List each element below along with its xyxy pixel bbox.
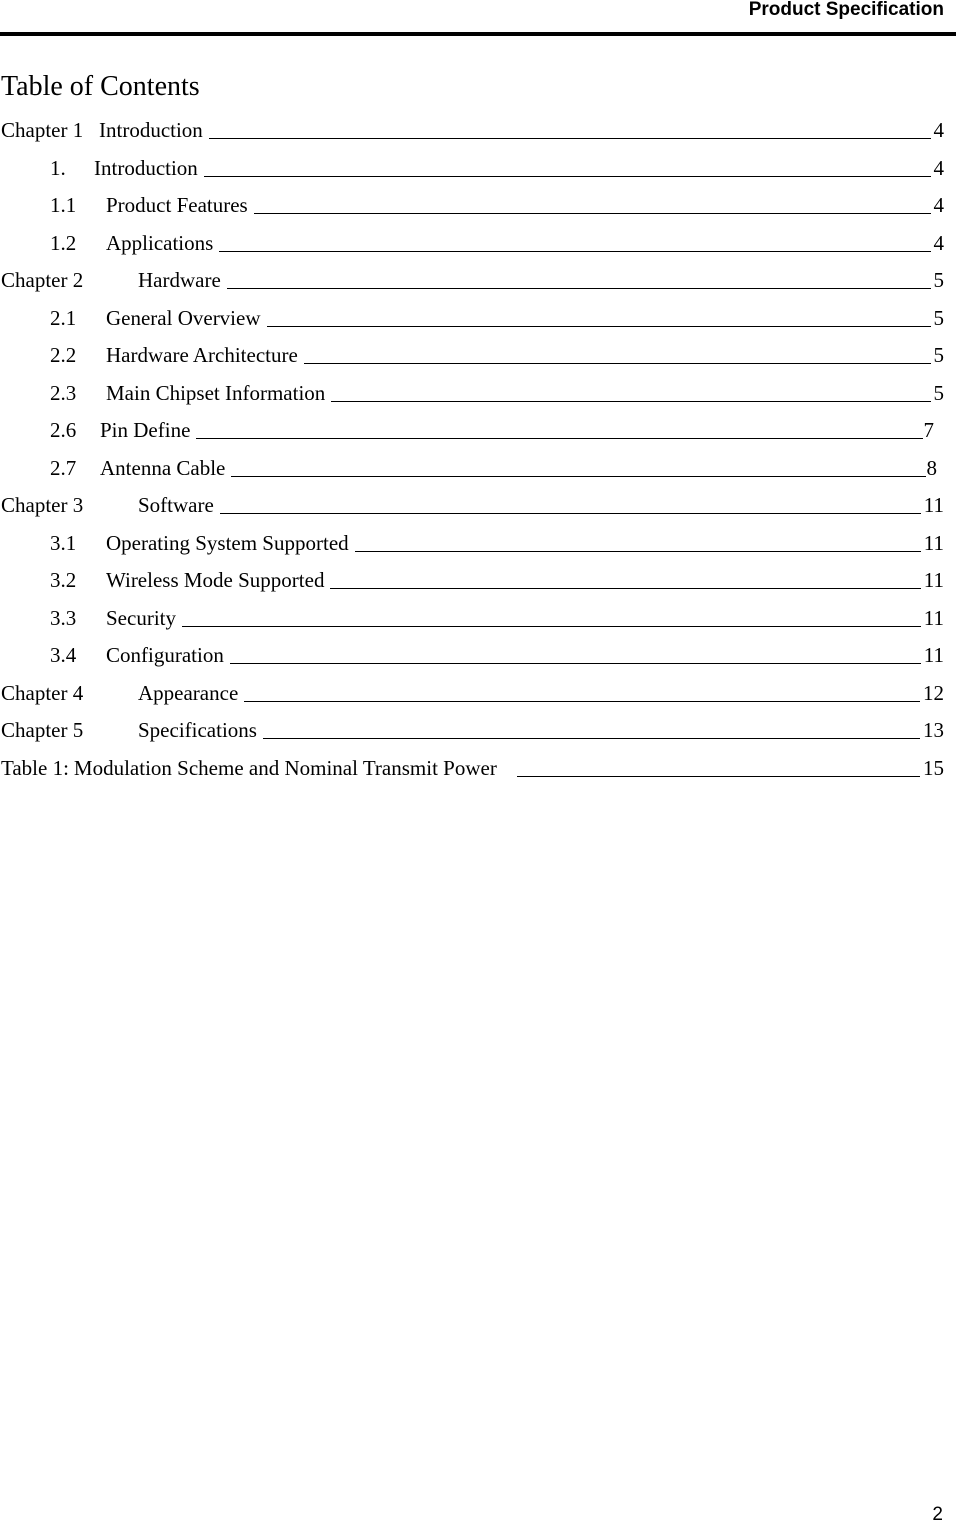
toc-entry-number: 2.7 — [50, 455, 77, 480]
toc-entry-3-4[interactable] — [0, 641, 944, 679]
toc-entry-1-2[interactable] — [0, 229, 944, 267]
toc-entry-page: 4 — [933, 193, 944, 217]
toc-leader-line — [231, 454, 925, 477]
toc-entry-title: Antenna Cable — [100, 455, 226, 480]
toc-entry-page: 7 — [923, 418, 934, 442]
toc-entry-title: Software — [138, 493, 214, 517]
toc-entry-page: 4 — [933, 155, 944, 180]
toc-entry-title: Specifications — [138, 718, 257, 742]
toc-entry-title: Introduction — [99, 118, 203, 142]
toc-entry-page: 8 — [926, 455, 937, 480]
page-header — [0, 0, 956, 36]
toc-entry-1[interactable] — [0, 154, 944, 192]
toc-entry-page: 5 — [933, 380, 944, 405]
toc-entry-page: 4 — [933, 230, 944, 255]
toc-entry-chapter-5[interactable] — [0, 716, 944, 754]
toc-entry-number: Chapter 1 — [1, 118, 84, 142]
toc-entry-chapter-4[interactable] — [0, 679, 944, 717]
toc-entry-1-1[interactable] — [0, 191, 944, 229]
toc-leader-line — [220, 491, 921, 514]
toc-leader-line — [263, 716, 920, 739]
toc-leader-line — [230, 641, 921, 664]
toc-entry-number: Chapter 4 — [1, 680, 84, 705]
toc-entry-page: 11 — [923, 643, 944, 667]
toc-entry-title: Product Features — [106, 193, 248, 217]
toc-entry-title: Introduction — [94, 155, 198, 180]
toc-entry-title: Wireless Mode Supported — [106, 568, 325, 592]
toc-entry-number: 1.1 — [50, 193, 77, 217]
toc-entry-number: 3.3 — [50, 605, 77, 630]
toc-entry-page: 11 — [923, 530, 944, 555]
toc-entry-number: 1. — [50, 155, 66, 180]
toc-entry-2-2[interactable] — [0, 341, 944, 379]
toc-entry-2-6[interactable] — [0, 416, 944, 454]
toc-entry-number: 2.6 — [50, 418, 77, 442]
toc-leader-line — [304, 341, 931, 364]
toc-entry-2-1[interactable] — [0, 304, 944, 342]
toc-entry-chapter-3[interactable] — [0, 491, 944, 529]
toc-entry-number: 3.4 — [50, 643, 77, 667]
toc-entry-table-1[interactable] — [0, 754, 944, 792]
toc-leader-line — [182, 604, 921, 627]
toc-entry-number: Chapter 3 — [1, 493, 84, 517]
toc-entry-title: Pin Define — [100, 418, 191, 442]
toc-entry-page: 5 — [933, 268, 944, 292]
toc-entry-title: Security — [106, 605, 176, 630]
toc-entry-page: 11 — [923, 493, 944, 517]
toc-entry-title: Hardware Architecture — [106, 343, 298, 367]
toc-leader-line — [244, 679, 920, 702]
toc-entry-title: Configuration — [106, 643, 224, 667]
footer-page-number: 2 — [932, 1504, 943, 1525]
toc-entry-title: Operating System Supported — [106, 530, 349, 555]
header-title: Product Specification — [748, 0, 944, 20]
toc-entry-page: 11 — [923, 568, 944, 592]
toc-entry-3-1[interactable] — [0, 529, 944, 567]
toc-entry-title: Hardware — [138, 268, 221, 292]
toc-leader-line — [204, 154, 931, 177]
toc-entry-title: Appearance — [138, 680, 239, 705]
toc-entry-3-2[interactable] — [0, 566, 944, 604]
toc-leader-line — [331, 379, 930, 402]
toc-entry-page: 11 — [923, 605, 944, 630]
toc-entry-page: 12 — [923, 680, 944, 705]
toc-leader-line — [227, 266, 931, 289]
toc-entry-title: Modulation Scheme and Nominal Transmit Power — [73, 755, 497, 780]
toc-leader-line — [254, 191, 931, 214]
toc-entry-page: 15 — [923, 755, 944, 780]
toc-entry-title: General Overview — [106, 305, 261, 330]
toc-entry-2-7[interactable] — [0, 454, 944, 492]
toc-list — [0, 116, 944, 791]
toc-entry-chapter-1[interactable] — [0, 116, 944, 154]
toc-entry-number: 3.2 — [50, 568, 77, 592]
toc-leader-line — [209, 116, 931, 139]
toc-entry-page: 4 — [933, 118, 944, 142]
toc-leader-line — [355, 529, 921, 552]
toc-entry-number: 2.1 — [50, 305, 77, 330]
toc-entry-title: Main Chipset Information — [106, 380, 326, 405]
toc-entry-page: 5 — [933, 305, 944, 330]
toc-entry-page: 13 — [923, 718, 944, 742]
toc-entry-title: Applications — [106, 230, 214, 255]
toc-leader-line — [196, 416, 922, 439]
toc-entry-number: 2.2 — [50, 343, 77, 367]
toc-entry-number: 1.2 — [50, 230, 77, 255]
toc-entry-number: 3.1 — [50, 530, 77, 555]
toc-leader-line — [267, 304, 931, 327]
toc-entry-chapter-2[interactable] — [0, 266, 944, 304]
toc-entry-number: Chapter 2 — [1, 268, 84, 292]
toc-leader-line — [517, 754, 920, 777]
toc-entry-number: 2.3 — [50, 380, 77, 405]
toc-entry-3-3[interactable] — [0, 604, 944, 642]
toc-heading: Table of Contents — [1, 71, 200, 102]
toc-entry-number: Chapter 5 — [1, 718, 84, 742]
toc-leader-line — [330, 566, 920, 589]
toc-leader-line — [219, 229, 930, 252]
toc-entry-2-3[interactable] — [0, 379, 944, 417]
toc-entry-page: 5 — [933, 343, 944, 367]
toc-entry-number: Table 1: — [1, 755, 69, 780]
